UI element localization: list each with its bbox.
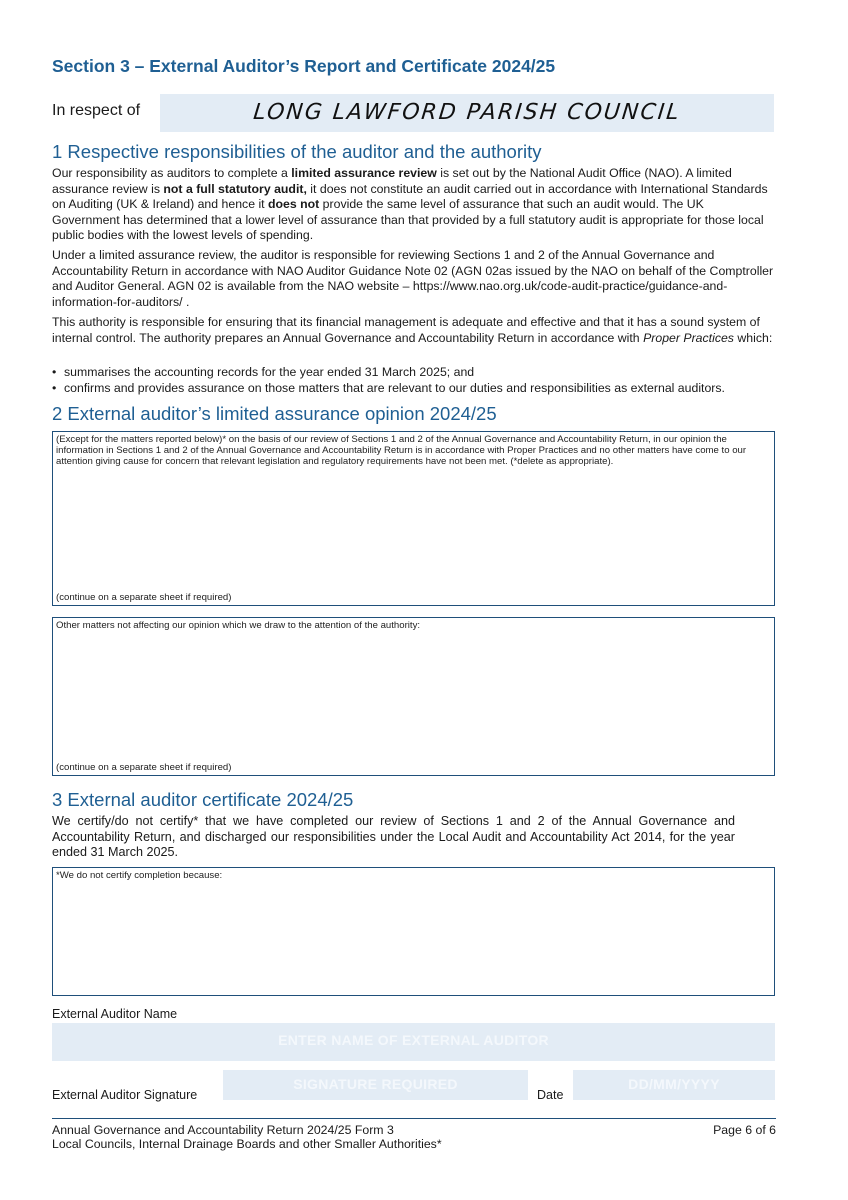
auditor-signature-label: External Auditor Signature [52, 1088, 198, 1102]
auditor-name-field[interactable]: ENTER NAME OF EXTERNAL AUDITOR [52, 1023, 775, 1061]
other-matters-continue-note: (continue on a separate sheet if required) [56, 762, 232, 773]
not-certify-box[interactable] [52, 867, 775, 996]
section1-paragraph-3: This authority is responsible for ensuring that its financial management is adequate and effective and that it has a sound system of internal control. The authority prepares an Annual Governance and Accountability Return in accordance with Proper Practices which: [52, 315, 773, 345]
list-item: • confirms and provides assurance on those matters that are relevant to our duties and responsibilities as external auditors. [52, 381, 782, 397]
section1-heading: 1 Respective responsibilities of the auditor and the authority [52, 141, 542, 162]
authority-name-handwritten: LONG LAWFORD PARISH COUNCIL [252, 100, 682, 125]
other-matters-box[interactable] [52, 617, 775, 776]
section1-bullet-list [52, 365, 782, 396]
section3-heading: 3 External auditor certificate 2024/25 [52, 789, 354, 810]
in-respect-of-label: In respect of [52, 102, 141, 119]
date-label: Date [537, 1088, 564, 1102]
date-field[interactable]: DD/MM/YYYY [573, 1070, 775, 1100]
footer-divider [52, 1118, 776, 1119]
section1-paragraph-2: Under a limited assurance review, the auditor is responsible for reviewing Sections 1 and 2 of the Annual Governance and Accountability Return in accordance with NAO Auditor Guidance Note 02 (AGN 02as issued by the NAO on behalf of the Comptroller and Auditor General. AGN 02 is available from the NAO website – https://www.nao.org.uk/code-audit-practice/guidance-and-information-for-auditors/ . [52, 248, 774, 309]
footer-line-1: Annual Governance and Accountability Return 2024/25 Form 3 [52, 1123, 394, 1137]
auditor-signature-field[interactable]: SIGNATURE REQUIRED [223, 1070, 528, 1100]
footer-form-info [52, 1123, 442, 1151]
footer-line-2: Local Councils, Internal Drainage Boards and other Smaller Authorities* [52, 1137, 442, 1151]
page-number: Page 6 of 6 [713, 1123, 776, 1137]
opinion-text: (Except for the matters reported below)* on the basis of our review of Sections 1 and 2 of the Annual Governance and Accountability Return, in our opinion the information in Sections 1 and 2 of the Annual Governance and Accountability Return is in accordance with Proper Practices and no other matters have come to our attention giving cause for concern that relevant legislation and regulatory requirements have not been met. (*delete as appropriate). [56, 434, 747, 468]
opinion-continue-note: (continue on a separate sheet if required) [56, 592, 232, 603]
certify-statement: We certify/do not certify* that we have completed our review of Sections 1 and 2 of the Annual Governance and Accountability Return, and discharged our responsibilities under the Local Audit and Accountability Act 2014, for the year ended 31 March 2025. [52, 814, 735, 860]
auditor-name-label: External Auditor Name [52, 1007, 178, 1021]
other-matters-text: Other matters not affecting our opinion which we draw to the attention of the authority: [56, 620, 421, 631]
opinion-box[interactable] [52, 431, 775, 606]
not-certify-text: *We do not certify completion because: [56, 870, 223, 881]
section2-heading: 2 External auditor’s limited assurance opinion 2024/25 [52, 403, 497, 424]
section-title: Section 3 – External Auditor’s Report and Certificate 2024/25 [52, 56, 556, 76]
section1-paragraph-1: Our responsibility as auditors to complete a limited assurance review is set out by the National Audit Office (NAO). A limited assurance review is not a full statutory audit, it does not constitute an audit carried out in accordance with International Standards on Auditing (UK & Ireland) and hence it does not provide the same level of assurance that such an audit would. The UK Government has determined that a lower level of assurance than that provided by a full statutory audit is appropriate for those local public bodies with the lowest levels of spending. [52, 166, 768, 243]
list-item: • summarises the accounting records for the year ended 31 March 2025; and [52, 365, 782, 381]
authority-name-field[interactable] [160, 94, 774, 132]
